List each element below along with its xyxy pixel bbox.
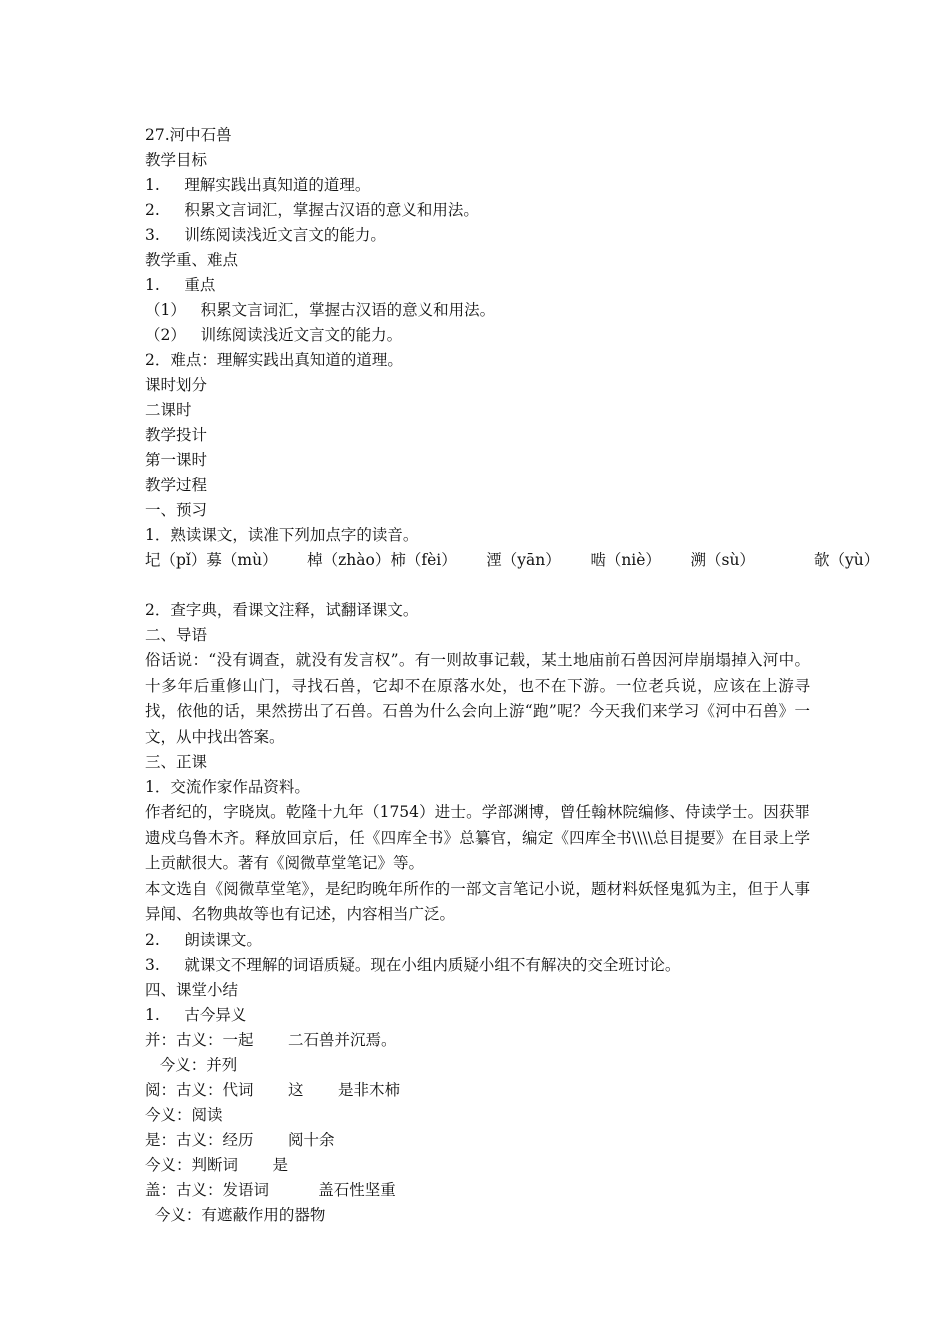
text-line: 盖：古义：发语词 盖石性坚重 [145,1180,396,1199]
section-objectives-block [145,148,810,548]
text-line: 四、课堂小结 [145,980,239,999]
text-line: 一、预习 [145,501,208,519]
text-line: 2. 朗读课文。 [145,930,262,949]
text-line: 阅：古义：代词 这 是非木柿 [145,1080,400,1099]
text-line: 三、正课 [145,753,208,771]
text-line: 3. 训练阅读浅近文言文的能力。 [145,226,386,244]
document-body [145,123,880,1228]
text-line: 二课时 [145,401,192,419]
text-line: 是：古义：经历 阅十余 [145,1130,335,1149]
text-line: 1. 重点 [145,276,216,294]
document-title: 27.河中石兽 [145,126,232,144]
text-line: 今义：有遮蔽作用的器物 [145,1205,326,1224]
summary-block [145,928,810,1228]
text-line: 二、导语 [145,626,208,644]
text-line: 第一课时 [145,451,208,469]
text-line: 今义：阅读 [145,1105,223,1124]
text-line: 教学投计 [145,426,208,444]
text-line: 课时划分 [145,376,208,394]
text-line: 今义：判断词 是 [145,1155,288,1174]
text-line: 1．熟读课文，读准下列加点字的读音。 [145,526,419,544]
text-line: 教学目标 [145,151,208,169]
text-line: 1．交流作家作品资料。 [145,778,310,796]
source-paragraph: 本文选自《阅微草堂笔》，是纪昀晚年所作的一部文言笔记小说，题材料妖怪鬼狐为主，但于人事异闻、名物典故等也有记述，内容相当广泛。 [145,879,810,923]
text-line: 并：古义：一起 二石兽并沉焉。 [145,1030,397,1049]
text-line: 2．难点：理解实践出真知道的道理。 [145,351,403,369]
text-line: 教学重、难点 [145,251,239,269]
text-line: 1. 理解实践出真知道的道理。 [145,176,371,194]
text-line: 2. 积累文言词汇，掌握古汉语的意义和用法。 [145,201,479,219]
pinyin-line: 圮（pǐ）募（mù） 棹（zhào）柿（fèi） 湮（yān） 啮（niè） 溯（sù） 欹（yù） [145,551,880,569]
text-line: 今义：并列 [145,1055,238,1074]
text-line: （1） 积累文言词汇，掌握古汉语的意义和用法。 [145,301,496,319]
text-line: 3. 就课文不理解的词语质疑。现在小组内质疑小组不有解决的交全班讨论。 [145,955,681,974]
text-line: （2） 训练阅读浅近文言文的能力。 [145,326,403,344]
blank-line [145,573,810,598]
text-line: 1. 古今异义 [145,1005,247,1024]
text-line: 教学过程 [145,476,208,494]
author-paragraph: 作者纪的，字晓岚。乾隆十九年（1754）进士。学部渊博，曾任翰林院编修、侍读学士。因获罪遗戍乌鲁木齐。释放回京后，任《四库全书》总纂官，编定《四库全书\\\\总目提要》在目录上学上贡献很大。著有《阅微草堂笔记》等。 [145,803,810,872]
intro-paragraph: 俗话说：“没有调查，就没有发言权”。有一则故事记载，某土地庙前石兽因河岸崩塌掉入河中。十多年后重修山门，寻找石兽，它却不在原落水处，也不在下游。一位老兵说，应该在上游寻找，依他的话，果然捞出了石兽。石兽为什么会向上游“跑”呢？今天我们来学习《河中石兽》一文，从中找出答案。 [145,651,810,746]
text-line: 2．查字典，看课文注释，试翻译课文。 [145,601,419,619]
